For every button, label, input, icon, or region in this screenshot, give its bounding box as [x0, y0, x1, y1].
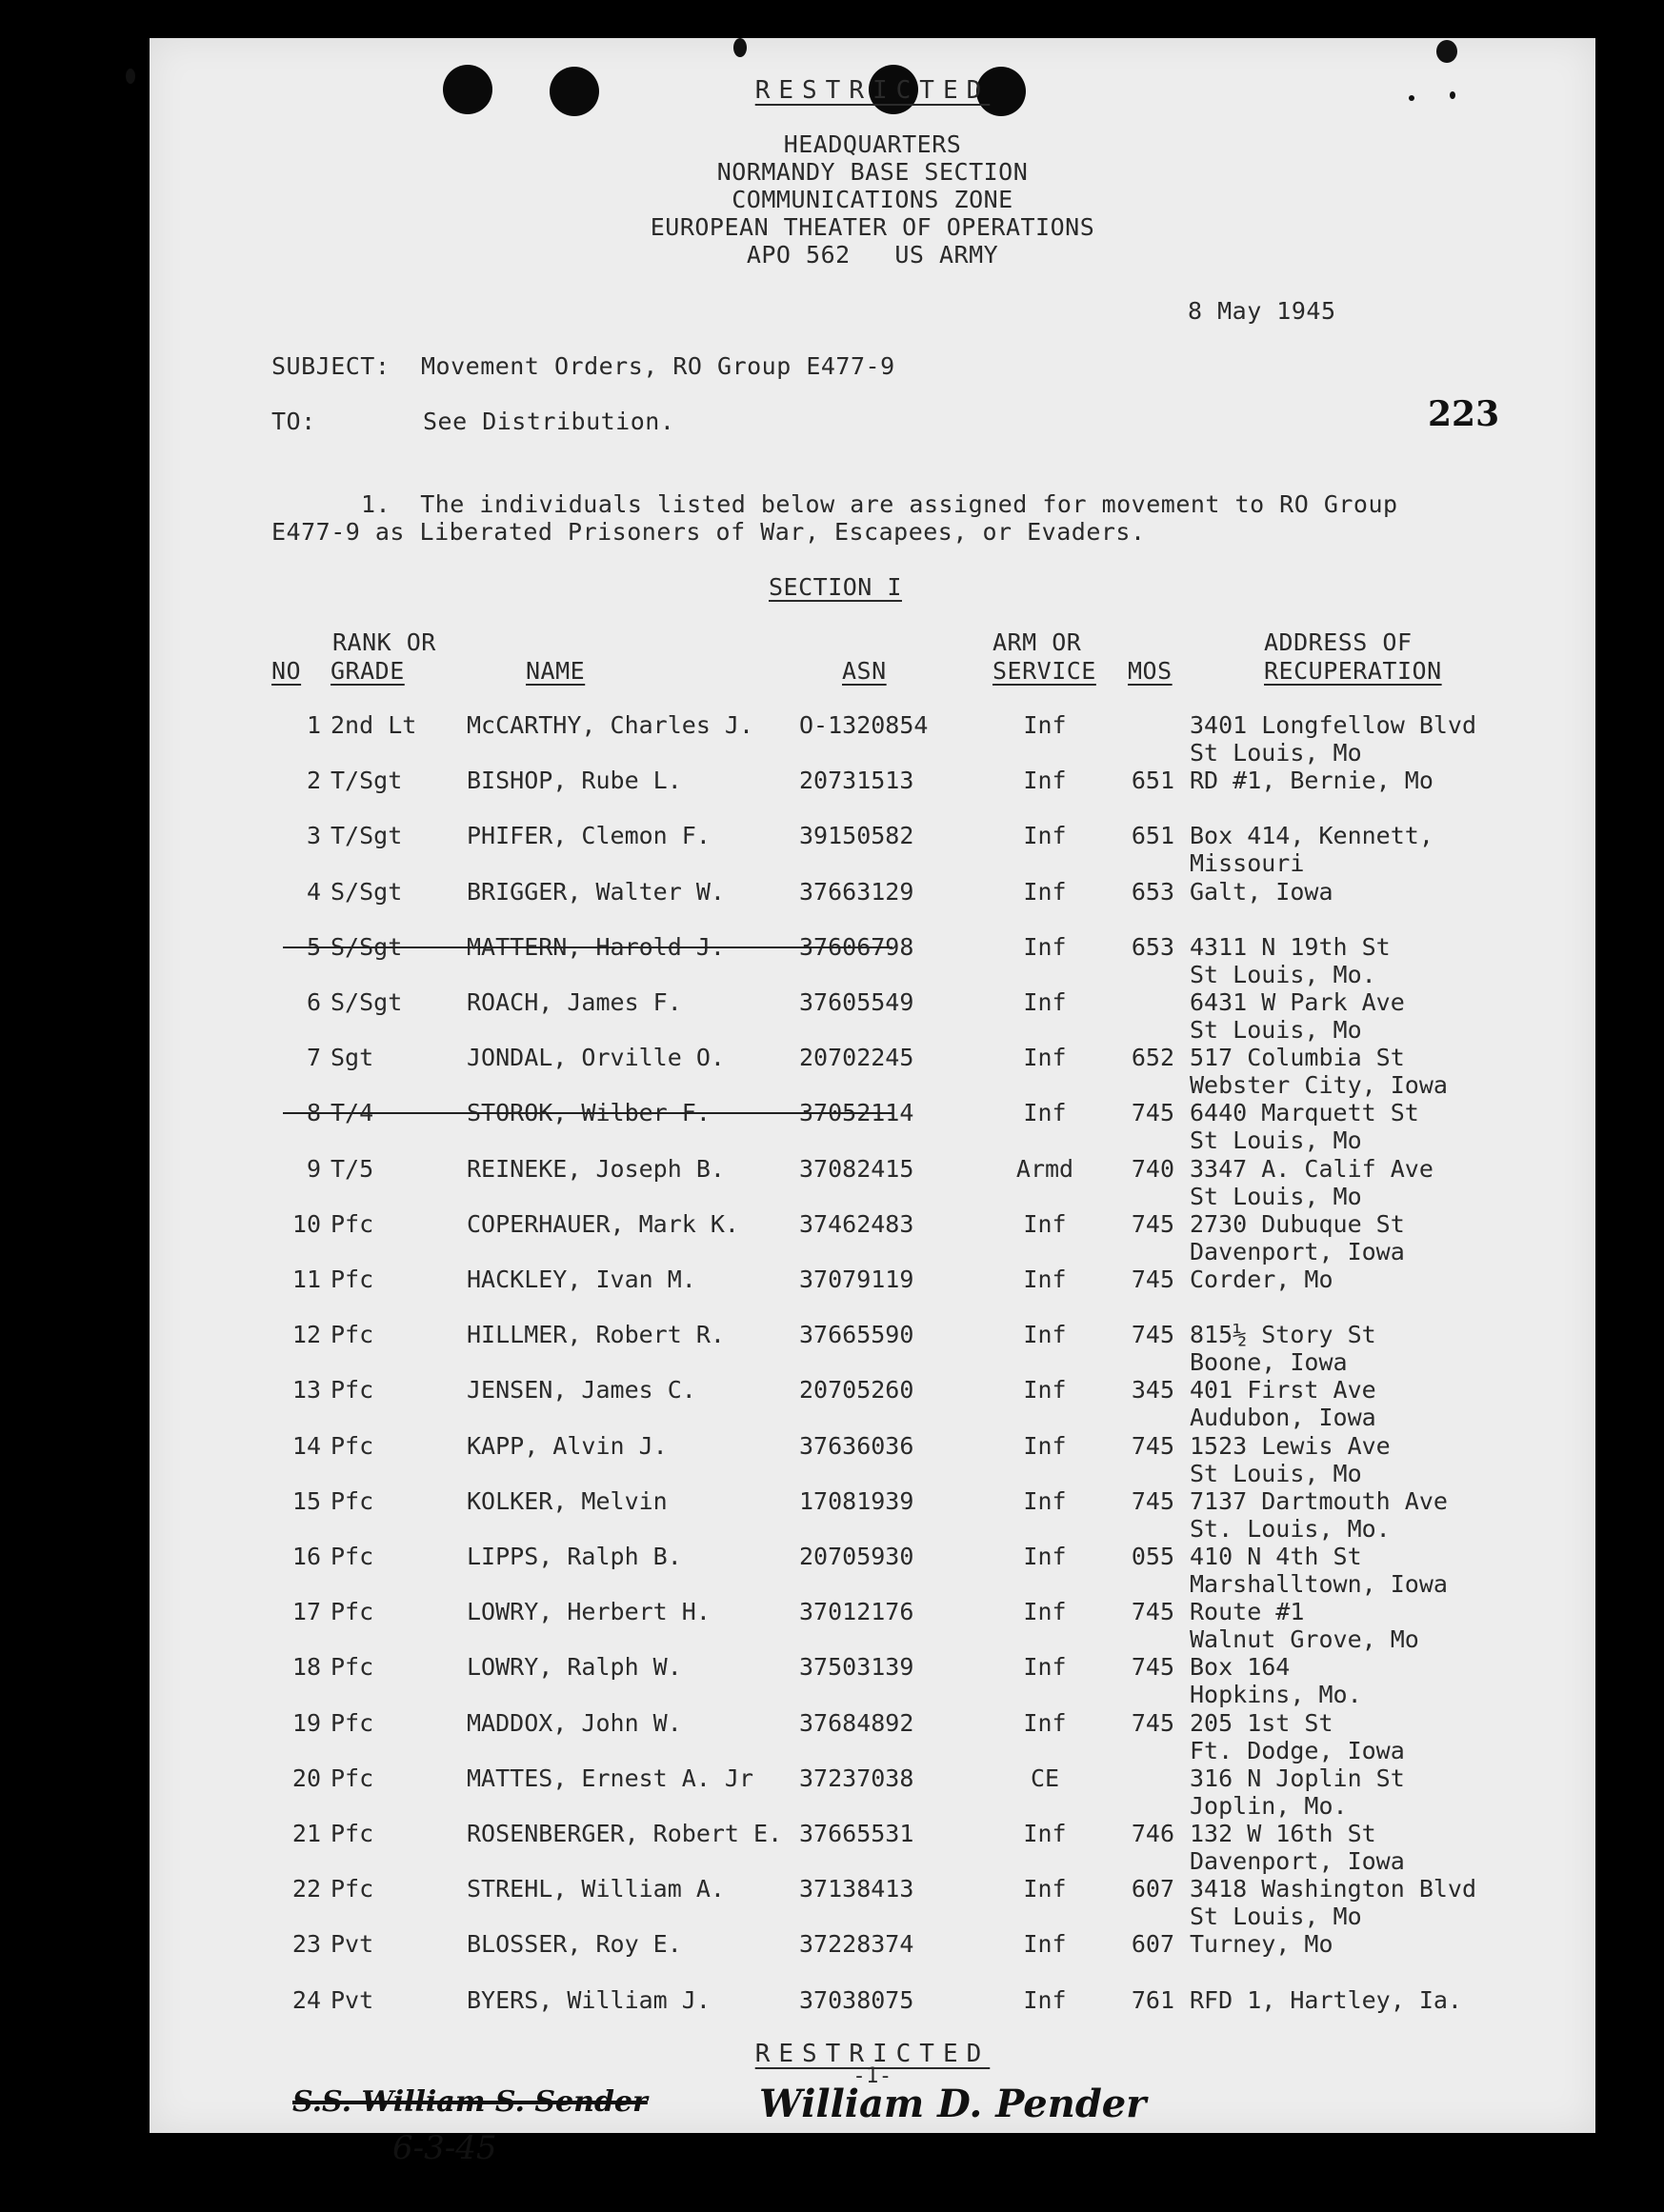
cell-no: 6	[306, 988, 321, 1016]
cell-rank: Pfc	[331, 1875, 374, 1903]
ink-speck	[126, 69, 135, 84]
cell-asn: 37079119	[799, 1265, 914, 1293]
cell-arm: Inf	[1023, 711, 1067, 739]
table-row	[150, 933, 1595, 988]
cell-name: STREHL, William A.	[467, 1875, 725, 1903]
cell-mos: 745	[1131, 1265, 1174, 1293]
cell-asn: 20705930	[799, 1543, 914, 1570]
cell-asn: 37082415	[799, 1154, 914, 1183]
cell-addr1: 410 N 4th St	[1190, 1543, 1362, 1570]
strikethrough-line	[283, 1112, 892, 1114]
cell-arm: Inf	[1023, 1708, 1067, 1737]
cell-rank: Pvt	[331, 1930, 374, 1959]
cell-name: COPERHAUER, Mark K.	[467, 1209, 739, 1238]
cell-asn: 37665590	[799, 1321, 914, 1349]
table-row	[150, 1930, 1595, 1985]
cell-arm: Inf	[1023, 1598, 1067, 1626]
cell-mos: 745	[1131, 1486, 1174, 1515]
cell-no: 5	[306, 932, 321, 961]
cell-arm: Inf	[1023, 822, 1067, 850]
cell-no: 20	[291, 1764, 321, 1792]
cell-asn: 17081939	[799, 1486, 914, 1515]
cell-rank: Pfc	[331, 1265, 374, 1293]
subject-label: SUBJECT:	[271, 352, 391, 380]
cell-name: MADDOX, John W.	[467, 1708, 682, 1737]
cell-addr1: 2730 Dubuque St	[1190, 1209, 1405, 1238]
cell-no: 4	[306, 877, 321, 906]
cell-arm: Inf	[1023, 1099, 1067, 1127]
cell-addr2: St Louis, Mo	[1190, 1903, 1362, 1931]
cell-no: 17	[291, 1598, 321, 1626]
cell-asn: 37663129	[799, 877, 914, 906]
handwritten-struck-name: S.S. William S. Sender	[292, 2085, 648, 2119]
cell-addr2: St Louis, Mo	[1190, 739, 1362, 767]
cell-rank: S/Sgt	[331, 932, 403, 961]
cell-addr2: St Louis, Mo	[1190, 1459, 1362, 1487]
cell-no: 12	[291, 1321, 321, 1349]
table-row	[150, 1432, 1595, 1487]
cell-arm: Armd	[1015, 1154, 1074, 1183]
cell-arm: Inf	[1023, 1653, 1067, 1682]
cell-asn: 37606798	[799, 932, 914, 961]
cell-asn: 37237038	[799, 1764, 914, 1792]
handwritten-date: 6-3-45	[392, 2129, 497, 2167]
table-row	[150, 1653, 1595, 1708]
table-row	[150, 1487, 1595, 1543]
table-row	[150, 1598, 1595, 1653]
cell-addr1: 6431 W Park Ave	[1190, 988, 1405, 1016]
cell-arm: Inf	[1023, 988, 1067, 1016]
cell-no: 16	[291, 1543, 321, 1570]
cell-addr1: 401 First Ave	[1190, 1376, 1376, 1405]
cell-arm: Inf	[1023, 1820, 1067, 1847]
cell-rank: Pvt	[331, 1985, 374, 2014]
cell-addr2: Boone, Iowa	[1190, 1348, 1348, 1377]
cell-asn: 37462483	[799, 1209, 914, 1238]
cell-name: BRIGGER, Walter W.	[467, 877, 725, 906]
table-row	[150, 822, 1595, 877]
document-date: 8 May 1945	[1188, 297, 1336, 325]
cell-name: REINEKE, Joseph B.	[467, 1154, 725, 1183]
cell-addr2: Webster City, Iowa	[1190, 1071, 1448, 1100]
cell-addr2: Marshalltown, Iowa	[1190, 1570, 1448, 1598]
to-value: See Distribution.	[423, 408, 675, 435]
cell-addr1: 6440 Marquett St	[1190, 1099, 1419, 1127]
cell-mos: 740	[1131, 1154, 1174, 1183]
cell-addr2: St Louis, Mo	[1190, 1126, 1362, 1155]
handwritten-ship-name: William D. Pender	[759, 2082, 1147, 2126]
cell-asn: 37665531	[799, 1820, 914, 1847]
cell-mos: 745	[1131, 1099, 1174, 1127]
cell-rank: Pfc	[331, 1321, 374, 1349]
table-row	[150, 1875, 1595, 1930]
cell-rank: S/Sgt	[331, 877, 403, 906]
col-header-asn: ASN	[842, 657, 887, 685]
cell-arm: Inf	[1023, 1543, 1067, 1570]
cell-arm: Inf	[1023, 1265, 1067, 1293]
table-row	[150, 1986, 1595, 2042]
cell-mos: 745	[1131, 1708, 1174, 1737]
col-header-arm: SERVICE	[992, 657, 1096, 685]
cell-addr2: Ft. Dodge, Iowa	[1190, 1736, 1405, 1764]
cell-addr1: Box 164	[1190, 1653, 1291, 1682]
cell-name: McCARTHY, Charles J.	[467, 711, 754, 739]
subject-value: Movement Orders, RO Group E477-9	[421, 352, 895, 380]
table-row	[150, 1099, 1595, 1154]
cell-addr2: Missouri	[1190, 849, 1305, 878]
cell-no: 14	[291, 1431, 321, 1460]
col-header-arm-top: ARM OR	[992, 628, 1082, 656]
org-line-2: NORMANDY BASE SECTION	[716, 158, 1029, 186]
cell-name: BISHOP, Rube L.	[467, 767, 682, 795]
cell-name: BLOSSER, Roy E.	[467, 1930, 682, 1959]
cell-addr1: Corder, Mo	[1190, 1265, 1333, 1293]
cell-addr1: 815½ Story St	[1190, 1321, 1376, 1349]
ink-speck	[733, 38, 747, 57]
table-row	[150, 1210, 1595, 1265]
cell-mos: 055	[1131, 1543, 1174, 1570]
cell-addr1: 132 W 16th St	[1190, 1820, 1376, 1847]
cell-name: ROACH, James F.	[467, 988, 682, 1016]
cell-arm: Inf	[1023, 1044, 1067, 1072]
cell-name: KAPP, Alvin J.	[467, 1431, 668, 1460]
cell-arm: Inf	[1023, 877, 1067, 906]
cell-addr2: St Louis, Mo	[1190, 1182, 1362, 1210]
cell-addr1: RFD 1, Hartley, Ia.	[1190, 1985, 1462, 2014]
col-header-addr-top: ADDRESS OF	[1264, 628, 1413, 656]
cell-name: MATTES, Ernest A. Jr	[467, 1764, 754, 1792]
cell-rank: T/Sgt	[331, 767, 403, 795]
cell-rank: T/5	[331, 1154, 374, 1183]
cell-addr1: RD #1, Bernie, Mo	[1190, 767, 1433, 795]
table-row	[150, 988, 1595, 1044]
table-row	[150, 1321, 1595, 1376]
cell-name: PHIFER, Clemon F.	[467, 822, 711, 850]
cell-mos: 652	[1131, 1044, 1174, 1072]
cell-mos: 607	[1131, 1875, 1174, 1903]
cell-rank: S/Sgt	[331, 988, 403, 1016]
table-row	[150, 767, 1595, 822]
table-row	[150, 1709, 1595, 1764]
cell-addr1: 316 N Joplin St	[1190, 1764, 1405, 1792]
cell-asn: 37228374	[799, 1930, 914, 1959]
cell-arm: Inf	[1023, 1486, 1067, 1515]
cell-addr2: Davenport, Iowa	[1190, 1237, 1405, 1265]
cell-addr1: Box 414, Kennett,	[1190, 822, 1433, 850]
paragraph-1-line-1: 1. The individuals listed below are assigned for movement to RO Group	[361, 490, 1398, 518]
cell-rank: Pfc	[331, 1543, 374, 1570]
cell-addr2: Davenport, Iowa	[1190, 1847, 1405, 1875]
cell-rank: Pfc	[331, 1376, 374, 1405]
table-row	[150, 1155, 1595, 1210]
table-row	[150, 1376, 1595, 1431]
cell-mos: 653	[1131, 932, 1174, 961]
document-page	[150, 38, 1595, 2167]
cell-addr1: 3347 A. Calif Ave	[1190, 1154, 1433, 1183]
cell-rank: Sgt	[331, 1044, 374, 1072]
cell-asn: 37038075	[799, 1985, 914, 2014]
cell-name: BYERS, William J.	[467, 1985, 711, 2014]
cell-arm: Inf	[1023, 1321, 1067, 1349]
cell-no: 2	[306, 767, 321, 795]
page-number: -1-	[852, 2064, 892, 2088]
cell-name: JONDAL, Orville O.	[467, 1044, 725, 1072]
cell-asn: 20702245	[799, 1044, 914, 1072]
cell-rank: Pfc	[331, 1598, 374, 1626]
cell-arm: Inf	[1023, 767, 1067, 795]
cell-name: HACKLEY, Ivan M.	[467, 1265, 696, 1293]
cell-addr1: 4311 N 19th St	[1190, 932, 1391, 961]
page-stamp: 223	[1428, 394, 1500, 434]
cell-asn: 37605549	[799, 988, 914, 1016]
table-row	[150, 1764, 1595, 1820]
cell-arm: Inf	[1023, 1875, 1067, 1903]
cell-mos: 607	[1131, 1930, 1174, 1959]
cell-mos: 651	[1131, 767, 1174, 795]
cell-mos: 746	[1131, 1820, 1174, 1847]
cell-name: HILLMER, Robert R.	[467, 1321, 725, 1349]
cell-asn: 37684892	[799, 1708, 914, 1737]
cell-rank: T/Sgt	[331, 822, 403, 850]
col-header-name: NAME	[526, 657, 586, 685]
cell-arm: Inf	[1023, 1376, 1067, 1405]
cell-no: 10	[291, 1209, 321, 1238]
cell-no: 21	[291, 1820, 321, 1847]
cell-name: LOWRY, Herbert H.	[467, 1598, 711, 1626]
cell-asn: 39150582	[799, 822, 914, 850]
ink-speck	[1436, 40, 1457, 63]
cell-mos: 745	[1131, 1431, 1174, 1460]
section-title: SECTION I	[769, 573, 902, 601]
cell-addr1: 3418 Washington Blvd	[1190, 1875, 1477, 1903]
cell-name: MATTERN, Harold J.	[467, 932, 725, 961]
cell-no: 1	[306, 711, 321, 739]
col-header-rank: GRADE	[331, 657, 405, 685]
cell-addr1: 205 1st St	[1190, 1708, 1333, 1737]
org-line-4: EUROPEAN THEATER OF OPERATIONS	[650, 213, 1095, 241]
table-row	[150, 1044, 1595, 1099]
cell-addr2: St. Louis, Mo.	[1190, 1514, 1391, 1543]
cell-no: 8	[306, 1099, 321, 1127]
table-row	[150, 1820, 1595, 1875]
cell-addr2: St Louis, Mo	[1190, 1016, 1362, 1044]
cell-mos: 345	[1131, 1376, 1174, 1405]
col-header-no: NO	[271, 657, 302, 685]
table-row	[150, 1543, 1595, 1598]
cell-addr1: 7137 Dartmouth Ave	[1190, 1486, 1448, 1515]
cell-no: 24	[291, 1985, 321, 2014]
col-header-rank-top: RANK OR	[332, 628, 436, 656]
cell-asn: 37636036	[799, 1431, 914, 1460]
cell-no: 3	[306, 822, 321, 850]
cell-addr2: Joplin, Mo.	[1190, 1791, 1348, 1820]
cell-rank: Pfc	[331, 1431, 374, 1460]
table-row	[150, 711, 1595, 767]
cell-mos: 745	[1131, 1209, 1174, 1238]
cell-addr2: Walnut Grove, Mo	[1190, 1625, 1419, 1654]
cell-arm: Inf	[1023, 1985, 1067, 2014]
cell-addr1: Galt, Iowa	[1190, 877, 1333, 906]
cell-addr1: 517 Columbia St	[1190, 1044, 1405, 1072]
cell-mos: 745	[1131, 1653, 1174, 1682]
cell-arm: CE	[1030, 1764, 1060, 1792]
cell-asn: O-1320854	[799, 711, 929, 739]
cell-no: 18	[291, 1653, 321, 1682]
strikethrough-line	[283, 947, 892, 948]
cell-addr2: Hopkins, Mo.	[1190, 1681, 1362, 1709]
paragraph-1-line-2: E477-9 as Liberated Prisoners of War, Escapees, or Evaders.	[271, 518, 1146, 546]
cell-addr2: St Louis, Mo.	[1190, 960, 1376, 988]
cell-no: 23	[291, 1930, 321, 1959]
cell-no: 15	[291, 1486, 321, 1515]
cell-rank: Pfc	[331, 1653, 374, 1682]
cell-mos: 761	[1131, 1985, 1174, 2014]
cell-rank: Pfc	[331, 1209, 374, 1238]
cell-no: 9	[306, 1154, 321, 1183]
cell-no: 11	[291, 1265, 321, 1293]
cell-no: 13	[291, 1376, 321, 1405]
classification-header: RESTRICTED	[754, 76, 991, 105]
cell-rank: T/4	[331, 1099, 374, 1127]
cell-mos: 745	[1131, 1598, 1174, 1626]
cell-name: JENSEN, James C.	[467, 1376, 696, 1405]
cell-asn: 37052114	[799, 1099, 914, 1127]
cell-asn: 37012176	[799, 1598, 914, 1626]
cell-name: LIPPS, Ralph B.	[467, 1543, 682, 1570]
cell-addr1: 1523 Lewis Ave	[1190, 1431, 1391, 1460]
cell-mos: 653	[1131, 877, 1174, 906]
table-row	[150, 878, 1595, 933]
cell-rank: 2nd Lt	[331, 711, 417, 739]
col-header-addr: RECUPERATION	[1264, 657, 1442, 685]
cell-name: STOROK, Wilber F.	[467, 1099, 711, 1127]
org-line-1: HEADQUARTERS	[783, 130, 962, 158]
cell-no: 19	[291, 1708, 321, 1737]
classification-footer: RESTRICTED	[754, 2040, 991, 2068]
cell-name: LOWRY, Ralph W.	[467, 1653, 682, 1682]
org-line-3: COMMUNICATIONS ZONE	[732, 186, 1013, 213]
cell-asn: 37138413	[799, 1875, 914, 1903]
to-label: TO:	[271, 408, 316, 435]
cell-asn: 20731513	[799, 767, 914, 795]
cell-addr1: Turney, Mo	[1190, 1930, 1333, 1959]
cell-rank: Pfc	[331, 1486, 374, 1515]
cell-addr1: Route #1	[1190, 1598, 1305, 1626]
org-line-5: APO 562 US ARMY	[746, 241, 999, 269]
cell-arm: Inf	[1023, 1209, 1067, 1238]
cell-name: KOLKER, Melvin	[467, 1486, 668, 1515]
col-header-mos: MOS	[1128, 657, 1173, 685]
cell-asn: 37503139	[799, 1653, 914, 1682]
cell-rank: Pfc	[331, 1708, 374, 1737]
cell-asn: 20705260	[799, 1376, 914, 1405]
cell-no: 7	[306, 1044, 321, 1072]
cell-arm: Inf	[1023, 1930, 1067, 1959]
cell-arm: Inf	[1023, 1431, 1067, 1460]
table-row	[150, 1265, 1595, 1321]
cell-no: 22	[291, 1875, 321, 1903]
cell-arm: Inf	[1023, 932, 1067, 961]
cell-mos: 745	[1131, 1321, 1174, 1349]
cell-addr2: Audubon, Iowa	[1190, 1404, 1376, 1432]
cell-addr1: 3401 Longfellow Blvd	[1190, 711, 1477, 739]
cell-mos: 651	[1131, 822, 1174, 850]
cell-rank: Pfc	[331, 1820, 374, 1847]
cell-rank: Pfc	[331, 1764, 374, 1792]
cell-name: ROSENBERGER, Robert E.	[467, 1820, 783, 1847]
